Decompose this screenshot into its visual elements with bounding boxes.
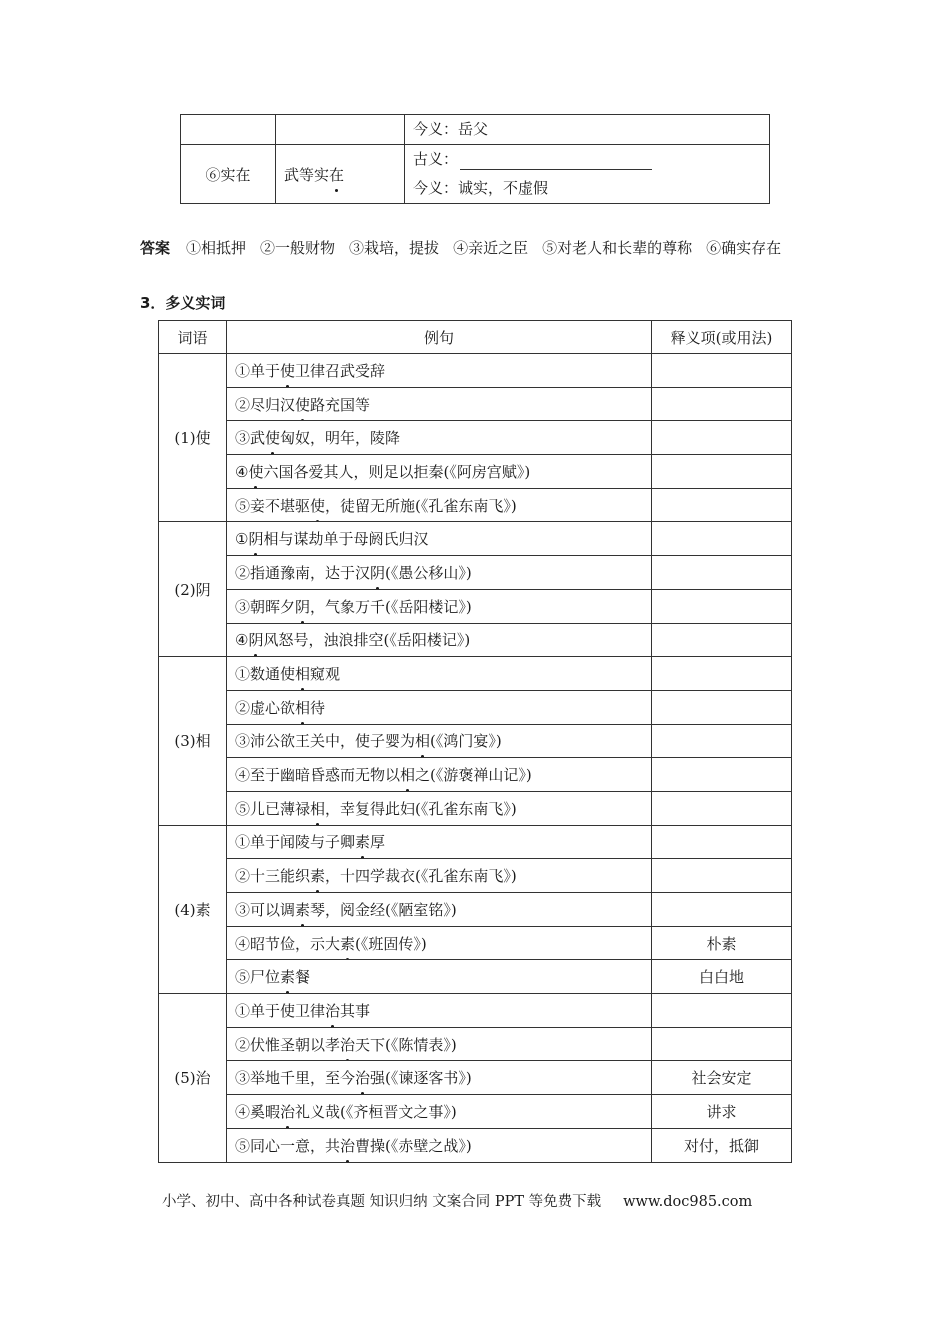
example-cell: ①阴相与谋劫单于母阏氏归汉 — [227, 522, 652, 556]
example-cell: ③武使匈奴，明年，陵降 — [227, 421, 652, 455]
footer-text: 小学、初中、高中各种试卷真题 知识归纳 文案合同 PPT 等免费下载 — [162, 1194, 602, 1210]
emphasis-dot-char: 相 — [310, 799, 326, 818]
table-row — [159, 1128, 792, 1162]
table-row — [159, 1027, 792, 1061]
table-row — [159, 387, 792, 421]
example-cell: ④昭节俭，示大素(《班固传》) — [227, 926, 652, 960]
meaning-cell[interactable] — [652, 354, 792, 388]
emphasis-dot-char: 治 — [340, 1035, 356, 1054]
footer-url[interactable]: www.doc985.com — [623, 1194, 753, 1210]
table-row — [159, 859, 792, 893]
meaning-cell[interactable] — [652, 589, 792, 623]
word-cell: (2)阴 — [159, 522, 227, 657]
example-cell: ⑤同心一意，共治曹操(《赤壁之战》) — [227, 1128, 652, 1162]
example-cell: ①单于闻陵与子卿素厚 — [227, 825, 652, 859]
section-title: 3．多义实词 — [140, 294, 226, 312]
example-cell: ⑤尸位素餐 — [227, 960, 652, 994]
meaning-cell[interactable] — [652, 859, 792, 893]
word-cell: (4)素 — [159, 825, 227, 993]
table-row — [159, 994, 792, 1028]
page-footer — [162, 1190, 792, 1211]
emphasis-dot-char: 相 — [415, 732, 431, 751]
header-meaning: 释义项(或用法) — [652, 321, 792, 354]
example-cell: ②伏惟圣朝以孝治天下(《陈情表》) — [227, 1027, 652, 1061]
table-cell — [276, 115, 405, 145]
meaning-cell[interactable] — [652, 421, 792, 455]
meaning-cell: 对付，抵御 — [652, 1128, 792, 1162]
table-row — [159, 589, 792, 623]
emphasis-dot-char: 治 — [340, 1136, 356, 1155]
meaning-cell[interactable] — [652, 455, 792, 489]
word-meaning-table-top — [180, 114, 770, 204]
table-cell — [181, 115, 276, 145]
fill-blank-line[interactable] — [460, 151, 652, 170]
table-row — [159, 488, 792, 522]
meaning-cell[interactable] — [652, 522, 792, 556]
header-example: 例句 — [227, 321, 652, 354]
meaning-cell[interactable] — [652, 791, 792, 825]
emphasis-dot-char: 治 — [325, 1001, 341, 1020]
table-row — [159, 1061, 792, 1095]
table-row — [159, 690, 792, 724]
meaning-cell[interactable] — [652, 690, 792, 724]
meaning-cell[interactable] — [652, 1027, 792, 1061]
emphasis-dot-char: 素 — [340, 934, 356, 953]
meaning-cell[interactable] — [652, 893, 792, 927]
meaning-cell[interactable] — [652, 758, 792, 792]
emphasis-dot-char: 素 — [355, 833, 371, 852]
table-row — [159, 825, 792, 859]
table-header-row — [159, 321, 792, 354]
emphasis-dot-char: 阴 — [248, 530, 264, 549]
word-cell: (3)相 — [159, 657, 227, 825]
example-cell: ⑤妾不堪驱使，徒留无所施(《孔雀东南飞》) — [227, 488, 652, 522]
table-row — [159, 758, 792, 792]
table-row — [159, 724, 792, 758]
header-word: 词语 — [159, 321, 227, 354]
table-row — [159, 455, 792, 489]
example-cell: ①数通使相窥观 — [227, 657, 652, 691]
today-meaning-cell: 今义：岳父 — [405, 115, 770, 145]
table-row — [159, 926, 792, 960]
meaning-cell[interactable] — [652, 623, 792, 657]
meaning-cell[interactable] — [652, 657, 792, 691]
table-row — [159, 893, 792, 927]
meaning-cell: 白白地 — [652, 960, 792, 994]
ancient-meaning-cell: 古义： — [405, 145, 770, 175]
emphasis-dot-char: 相 — [295, 698, 311, 717]
example-cell: ④使六国各爱其人，则足以拒秦(《阿房宫赋》) — [227, 455, 652, 489]
table-row — [159, 421, 792, 455]
emphasis-dot-char: 使 — [295, 395, 311, 414]
today-meaning-cell: 今义：诚实，不虚假 — [405, 174, 770, 204]
emphasis-dot-char: 治 — [355, 1069, 371, 1088]
table-row — [159, 354, 792, 388]
meaning-cell: 朴素 — [652, 926, 792, 960]
emphasis-dot-char: 相 — [295, 665, 311, 684]
example-cell: ③举地千里，至今治强(《谏逐客书》) — [227, 1061, 652, 1095]
table-row — [159, 623, 792, 657]
emphasis-dot-char: 使 — [280, 361, 296, 380]
example-cell: ①单于使卫律召武受辞 — [227, 354, 652, 388]
example-cell: ①单于使卫律治其事 — [227, 994, 652, 1028]
table-row — [159, 1095, 792, 1129]
example-cell: ③沛公欲王关中，使子婴为相(《鸿门宴》) — [227, 724, 652, 758]
emphasis-dot-char: 阴 — [295, 597, 311, 616]
example-cell: 武等实在 — [276, 145, 405, 204]
meaning-cell[interactable] — [652, 994, 792, 1028]
meaning-cell[interactable] — [652, 556, 792, 590]
example-cell: ②尽归汉使路充国等 — [227, 387, 652, 421]
example-cell: ②虚心欲相待 — [227, 690, 652, 724]
example-cell: ②指通豫南，达于汉阴(《愚公移山》) — [227, 556, 652, 590]
emphasis-dot-char: 素 — [280, 968, 296, 987]
meaning-cell: 社会安定 — [652, 1061, 792, 1095]
example-cell: ④至于幽暗昏惑而无物以相之(《游褒禅山记》) — [227, 758, 652, 792]
emphasis-dot-char: 治 — [280, 1102, 296, 1121]
table-row — [159, 960, 792, 994]
table-row — [159, 556, 792, 590]
meaning-cell[interactable] — [652, 724, 792, 758]
emphasis-dot-char: 使 — [310, 496, 326, 515]
emphasis-dot-char: 在 — [329, 165, 345, 184]
meaning-cell[interactable] — [652, 387, 792, 421]
polysemy-table — [158, 320, 792, 1163]
example-cell: ④阴风怒号，浊浪排空(《岳阳楼记》) — [227, 623, 652, 657]
emphasis-dot-char: 素 — [310, 867, 326, 886]
emphasis-dot-char: 素 — [295, 900, 311, 919]
word-cell: (5)治 — [159, 994, 227, 1162]
emphasis-dot-char: 相 — [400, 766, 416, 785]
word-cell: (1)使 — [159, 354, 227, 522]
example-cell: ③可以调素琴，阅金经(《陋室铭》) — [227, 893, 652, 927]
meaning-cell[interactable] — [652, 488, 792, 522]
word-cell: ⑥实在 — [181, 145, 276, 204]
emphasis-dot-char: 阴 — [370, 563, 386, 582]
answer-label: 答案 — [140, 239, 171, 257]
emphasis-dot-char: 使 — [265, 429, 281, 448]
meaning-cell: 讲求 — [652, 1095, 792, 1129]
example-cell: ⑤儿已薄禄相，幸复得此妇(《孔雀东南飞》) — [227, 791, 652, 825]
example-cell: ②十三能织素，十四学裁衣(《孔雀东南飞》) — [227, 859, 652, 893]
example-cell: ④奚暇治礼义哉(《齐桓晋文之事》) — [227, 1095, 652, 1129]
emphasis-dot-char: 阴 — [248, 631, 264, 650]
table-row — [159, 522, 792, 556]
emphasis-dot-char: 使 — [248, 462, 264, 481]
meaning-cell[interactable] — [652, 825, 792, 859]
answer-paragraph: 答案 ①相抵押 ②一般财物 ③栽培，提拔 ④亲近之臣 ⑤对老人和长辈的尊称 ⑥确实存在 — [140, 239, 782, 257]
table-row — [159, 791, 792, 825]
table-row — [159, 657, 792, 691]
example-cell: ③朝晖夕阴，气象万千(《岳阳楼记》) — [227, 589, 652, 623]
